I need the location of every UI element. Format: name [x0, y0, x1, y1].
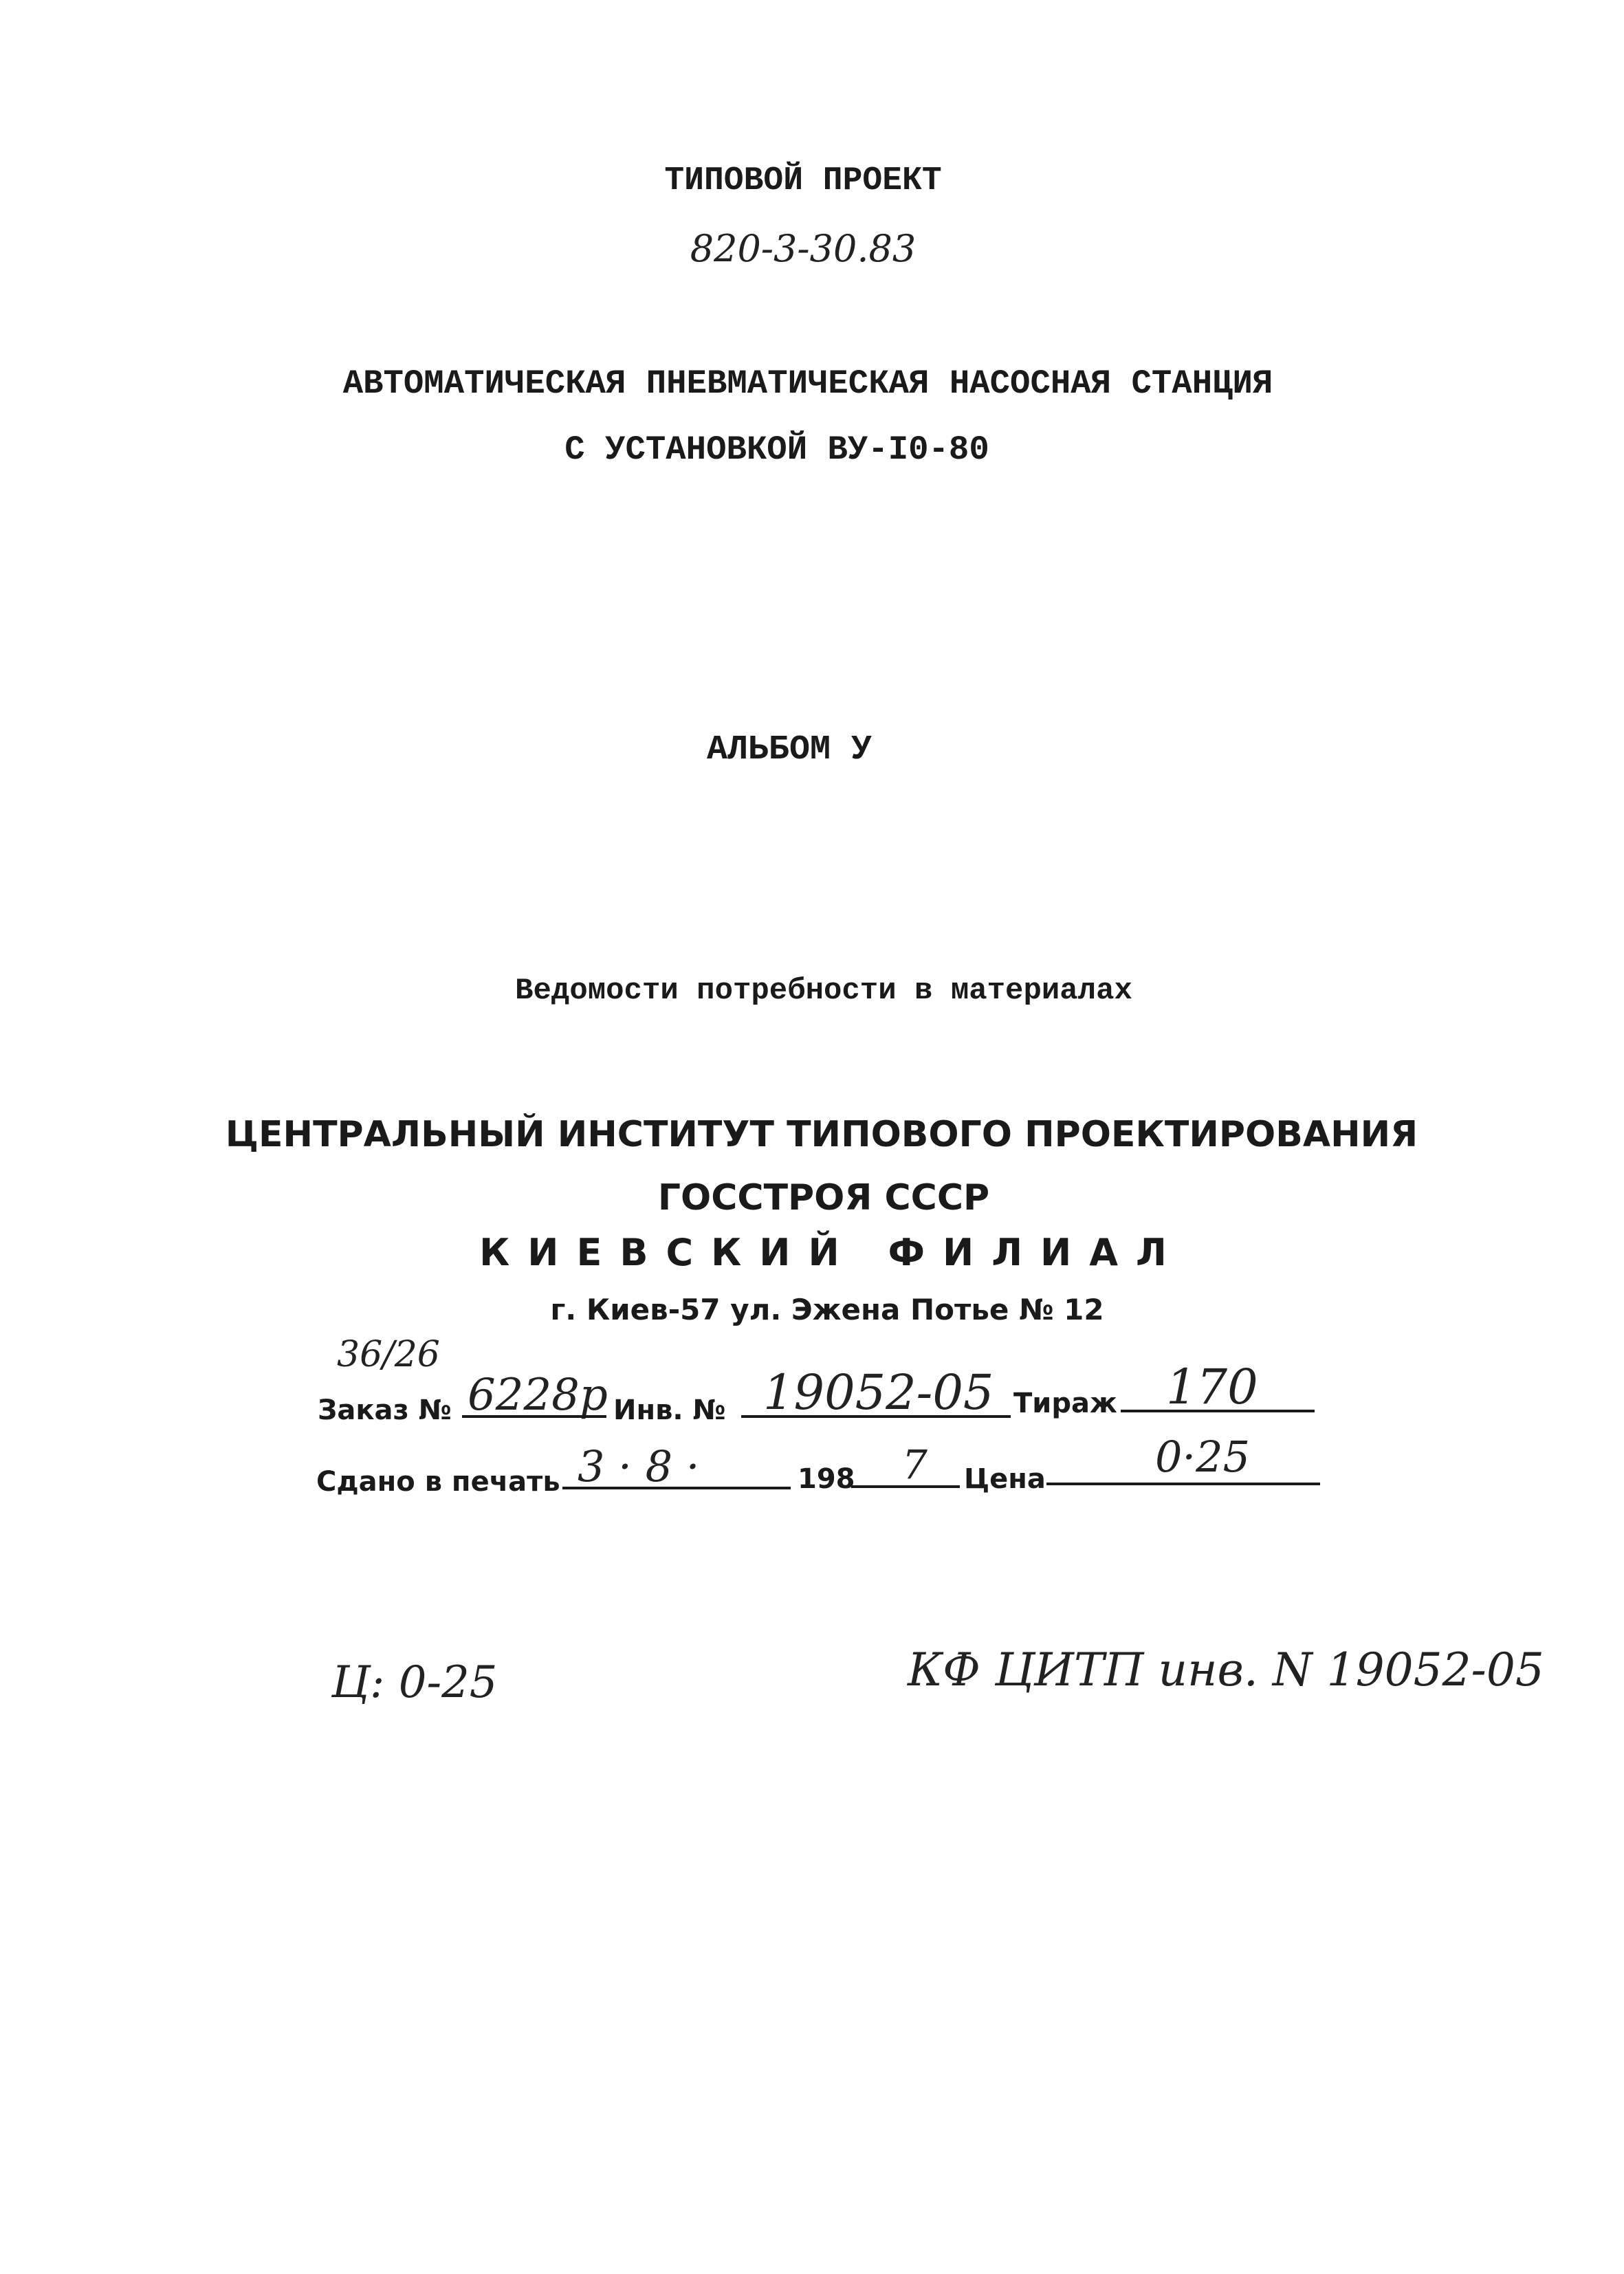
sdano-underline	[562, 1487, 791, 1489]
publisher-line-3: КИЕВСКИЙ ФИЛИАЛ	[479, 1231, 1185, 1274]
inv-label: Инв. №	[613, 1395, 726, 1426]
inv-value: 19052-05	[763, 1364, 994, 1421]
tirazh-underline	[1121, 1410, 1315, 1412]
order-value: 6228р	[468, 1370, 608, 1421]
inv-underline	[741, 1415, 1011, 1418]
publisher-line-2: ГОССТРОЯ СССР	[657, 1177, 990, 1218]
title-line-2: С УСТАНОВКОЙ ВУ-I0-80	[564, 430, 989, 469]
order-label: Заказ №	[318, 1395, 452, 1426]
note-inventory: КФ ЦИТП инв. N 19052-05	[908, 1643, 1544, 1696]
sdano-value: 3 · 8 ·	[578, 1441, 700, 1491]
subtitle: Ведомости потребности в материалах	[515, 974, 1132, 1008]
year-digit: 7	[902, 1441, 928, 1488]
publisher-address: г. Киев-57 ул. Эжена Потье № 12	[550, 1293, 1104, 1326]
order-prefix: 36/26	[337, 1334, 440, 1375]
tirazh-label: Тираж	[1013, 1388, 1117, 1419]
year-prefix: 198	[798, 1463, 855, 1495]
year-underline	[851, 1485, 960, 1488]
note-price: Ц: 0-25	[331, 1657, 498, 1708]
project-number: 820-3-30.83	[690, 227, 917, 270]
order-underline	[462, 1415, 606, 1418]
tirazh-value: 170	[1166, 1359, 1258, 1415]
album-label: АЛЬБОМ У	[706, 730, 873, 769]
sdano-label: Сдано в печать	[316, 1466, 560, 1498]
price-value: 0·25	[1155, 1432, 1251, 1482]
publisher-line-1: ЦЕНТРАЛЬНЫЙ ИНСТИТУТ ТИПОВОГО ПРОЕКТИРОВАНИЯ	[225, 1114, 1418, 1155]
project-label: ТИПОВОЙ ПРОЕКТ	[664, 162, 942, 199]
title-line-1: АВТОМАТИЧЕСКАЯ ПНЕВМАТИЧЕСКАЯ НАСОСНАЯ СТАНЦИЯ	[342, 364, 1273, 403]
price-label: Цена	[964, 1463, 1046, 1495]
price-underline	[1046, 1483, 1320, 1485]
